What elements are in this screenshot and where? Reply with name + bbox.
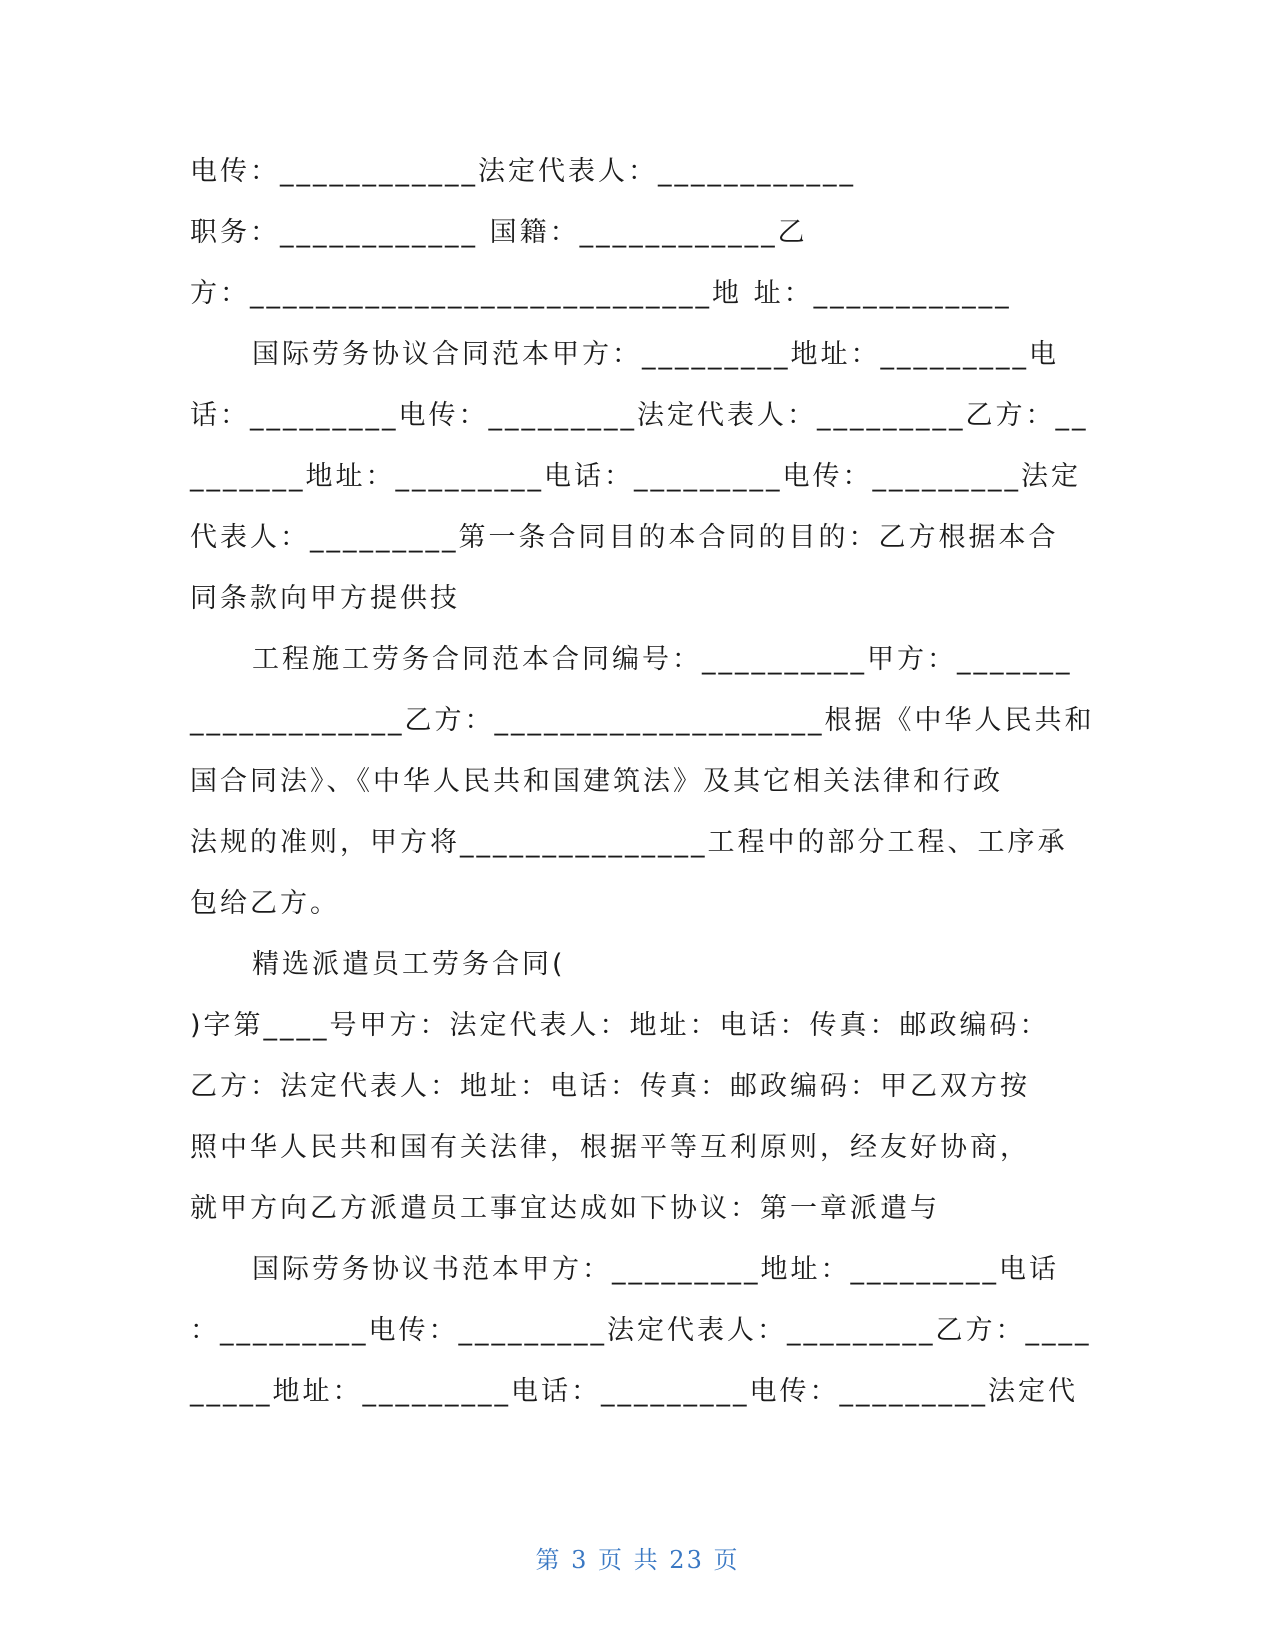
text-line: 话：_________电传：_________法定代表人：_________乙方：__ — [190, 400, 1089, 431]
text-line: _____地址：_________电话：_________电传：_________法定代 — [190, 1376, 1078, 1407]
text-line: 包给乙方。 — [190, 888, 340, 919]
paragraph-start-line: 国际劳务协议合同范本甲方：_________地址：_________电 — [252, 339, 1059, 370]
text-line: 法规的准则，甲方将_______________工程中的部分工程、工序承 — [190, 827, 1068, 858]
page-number-footer: 第 3 页 共 23 页 — [535, 1546, 740, 1574]
text-line: _______地址：_________电话：_________电传：_________法定 — [190, 461, 1081, 492]
text-line: 同条款向甲方提供技 — [190, 583, 460, 614]
document-body — [190, 141, 1095, 1422]
text-line: 国合同法》、《中华人民共和国建筑法》及其它相关法律和行政 — [190, 766, 1003, 797]
text-line: 乙方：法定代表人：地址：电话：传真：邮政编码：甲乙双方按 — [190, 1071, 1030, 1102]
text-line: )字第____号甲方：法定代表人：地址：电话：传真：邮政编码： — [190, 1010, 1050, 1041]
text-line: 照中华人民共和国有关法律，根据平等互利原则，经友好协商， — [190, 1132, 1030, 1163]
text-line: 方：____________________________地 址：____________ — [190, 278, 1012, 309]
text-line: 就甲方向乙方派遣员工事宜达成如下协议：第一章派遣与 — [190, 1193, 940, 1224]
paragraph-start-line: 国际劳务协议书范本甲方：_________地址：_________电话 — [252, 1254, 1059, 1285]
text-line: ：_________电传：_________法定代表人：_________乙方：____ — [190, 1315, 1092, 1346]
text-line: 代表人：_________第一条合同目的本合同的目的：乙方根据本合 — [190, 522, 1059, 553]
paragraph-start-line: 工程施工劳务合同范本合同编号：__________甲方：_______ — [252, 644, 1073, 675]
text-line: _____________乙方：____________________根据《中华人民共和 — [190, 705, 1095, 736]
text-line: 电传：____________法定代表人：____________ — [190, 156, 856, 187]
text-line: 职务：____________ 国籍：____________乙 — [190, 217, 808, 248]
paragraph-start-line: 精选派遣员工劳务合同( — [252, 949, 566, 980]
